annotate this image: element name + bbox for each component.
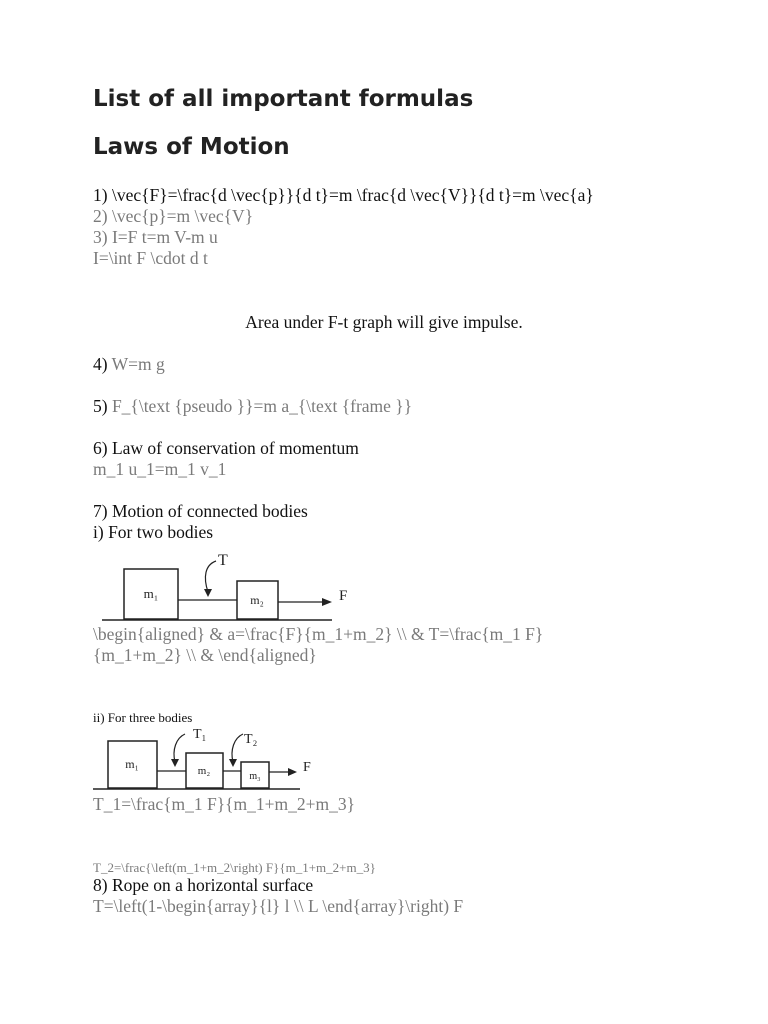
two-bodies-label: i) For two bodies <box>93 522 214 542</box>
three-bodies-t2-equation: T_2=\frac{\left(m_1+m_2\right) F}{m_1+m_2+m_3} <box>93 860 376 875</box>
force-label: F <box>339 588 348 604</box>
formula-5 <box>93 396 412 417</box>
block-m1-label: m₁ <box>125 757 139 771</box>
block-m2-label: m₂ <box>250 593 264 607</box>
section-heading: Laws of Motion <box>93 134 290 160</box>
tension-1-arrow <box>174 734 185 762</box>
formula-3b: I=\int F \cdot d t <box>93 248 208 268</box>
block-m1-label: m₁ <box>143 586 159 601</box>
tension-2-label: T₂ <box>244 732 258 747</box>
formula-3: 3) I=F t=m V-m u <box>93 227 218 247</box>
formula-1-text: 1) \vec{F}=\frac{d \vec{p}}{d t}=m \frac{d \vec{V}}{d t}=m \vec{a} <box>93 185 594 205</box>
formula-8: T=\left(1-\begin{array}{l} l \\ L \end{array}\right) F <box>93 896 464 916</box>
two-bodies-diagram <box>100 550 370 622</box>
formula-6-title: 6) Law of conservation of momentum <box>93 438 359 458</box>
tension-1-label: T₁ <box>193 727 207 742</box>
formula-2: 2) \vec{p}=m \vec{V} <box>93 206 254 226</box>
tension-2-arrow <box>232 734 243 762</box>
formula-5-number: 5) <box>93 396 112 416</box>
force-arrow-head <box>322 598 332 606</box>
formula-8-title: 8) Rope on a horizontal surface <box>93 875 314 895</box>
formula-5-text: F_{\text {pseudo }}=m a_{\text {frame }} <box>111 396 413 416</box>
three-bodies-t1-equation: T_1=\frac{m_1 F}{m_1+m_2+m_3} <box>93 794 356 814</box>
two-bodies-equation-line2: {m_1+m_2} \\ & \end{aligned} <box>93 645 317 665</box>
three-bodies-label: ii) For three bodies <box>93 710 193 725</box>
page-title: List of all important formulas <box>93 86 474 112</box>
force-label: F <box>303 760 311 775</box>
tension-arrow <box>205 561 216 592</box>
formula-4-number: 4) <box>93 354 112 374</box>
impulse-note: Area under F-t graph will give impulse. <box>245 312 523 332</box>
block-m2-label: m₂ <box>197 765 211 777</box>
tension-arrow-head <box>204 589 212 597</box>
tension-label: T <box>218 552 228 569</box>
block-m3-label: m₃ <box>249 771 261 782</box>
formula-4-text: W=m g <box>111 354 165 374</box>
three-bodies-diagram <box>93 722 325 792</box>
two-bodies-equation-line1: \begin{aligned} & a=\frac{F}{m_1+m_2} \\ & T=\frac{m_1 F} <box>93 624 544 644</box>
tension-2-arrow-head <box>229 759 237 767</box>
force-arrow-head <box>288 768 297 776</box>
formula-4 <box>93 354 165 375</box>
formula-7-title: 7) Motion of connected bodies <box>93 501 308 521</box>
formula-6: m_1 u_1=m_1 v_1 <box>93 459 227 479</box>
formula-1 <box>93 185 594 206</box>
tension-1-arrow-head <box>171 759 179 767</box>
